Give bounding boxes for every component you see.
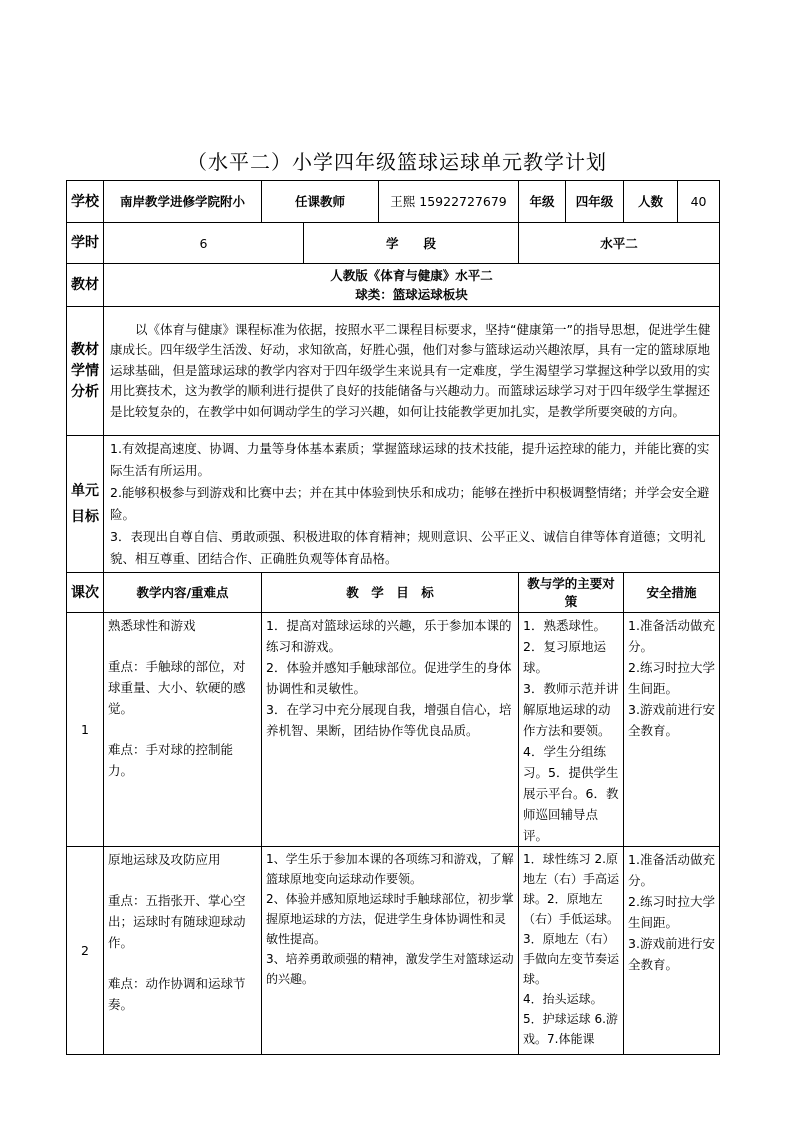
stage-value: 水平二 bbox=[519, 223, 720, 264]
material-line-2: 球类：篮球运球板块 bbox=[355, 287, 468, 302]
info-row bbox=[67, 181, 720, 223]
count-label: 人数 bbox=[624, 181, 678, 223]
lesson-objectives: 1、学生乐于参加本课的各项练习和游戏，了解篮球原地变向运球动作要领。 2、体验并感知原地运球时手触球部位，初步掌握原地运球的方法，促进学生身体协调性和灵敏性提高。 3、培养勇敢顽强的精神，激发学生对篮球运动的兴趣。 bbox=[262, 847, 519, 1055]
header-lesson: 课次 bbox=[67, 573, 104, 613]
goals-row bbox=[67, 436, 720, 573]
goals-label: 单元目标 bbox=[67, 436, 104, 573]
difficulty: 难点：动作协调和运球节奏。 bbox=[108, 976, 246, 1012]
key-point: 重点：五指张开、掌心空出；运球时有随球迎球动作。 bbox=[108, 893, 246, 950]
header-strategy: 教与学的主要对策 bbox=[519, 573, 624, 613]
teacher-label: 任课教师 bbox=[262, 181, 379, 223]
key-point: 重点：手触球的部位，对球重量、大小、软硬的感觉。 bbox=[108, 659, 246, 716]
header-safety: 安全措施 bbox=[624, 573, 720, 613]
lesson-objectives: 1．提高对篮球运球的兴趣，乐于参加本课的练习和游戏。 2．体验并感知手触球部位。促进学生的身体协调性和灵敏性。 3．在学习中充分展现自我，增强自信心，培养机智、果断，团结协作等优良品质。 bbox=[262, 613, 519, 847]
hours-row bbox=[67, 223, 720, 264]
lesson-number: 2 bbox=[67, 847, 104, 1055]
material-value bbox=[104, 264, 720, 307]
lesson-safety: 1.准备活动做充分。 2.练习时拉大学生间距。 3.游戏前进行安全教育。 bbox=[624, 613, 720, 847]
lesson-content bbox=[104, 613, 262, 847]
lesson-header-row bbox=[67, 573, 720, 613]
difficulty: 难点：手对球的控制能力。 bbox=[108, 742, 234, 778]
lesson-strategy: 1．熟悉球性。 2．复习原地运球。 3．教师示范并讲解原地运球的动作方法和要领。 4．学生分组练习。5．提供学生展示平台。6．教师巡回辅导点评。 bbox=[519, 613, 624, 847]
material-line-1: 人教版《体育与健康》水平二 bbox=[330, 268, 493, 283]
lesson-strategy: 1．球性练习 2.原地左（右）手高运球。2．原地左（右）手低运球。3．原地左（右）手做向左变节奏运球。 4．抬头运球。 5．护球运球 6.游戏。7.体能课 bbox=[519, 847, 624, 1055]
goal-1: 1.有效提高速度、协调、力量等身体基本素质；掌握篮球运球的技术技能，提升运控球的能力，并能比赛的实际生活有所运用。 bbox=[110, 441, 710, 478]
lesson-number: 1 bbox=[67, 613, 104, 847]
header-content: 教学内容/重难点 bbox=[104, 573, 262, 613]
content-title: 原地运球及攻防应用 bbox=[108, 852, 221, 867]
header-objective: 教 学 目 标 bbox=[262, 573, 519, 613]
school-value: 南岸教学进修学院附小 bbox=[104, 181, 262, 223]
goal-2: 2.能够积极参与到游戏和比赛中去；并在其中体验到快乐和成功；能够在挫折中积极调整情绪；并学会安全避险。 bbox=[110, 485, 710, 522]
count-value: 40 bbox=[678, 181, 720, 223]
lesson-row bbox=[67, 847, 720, 1055]
lesson-content bbox=[104, 847, 262, 1055]
material-label: 教材 bbox=[67, 264, 104, 307]
lesson-safety: 1.准备活动做充分。 2.练习时拉大学生间距。 3.游戏前进行安全教育。 bbox=[624, 847, 720, 1055]
goal-3: 3．表现出自尊自信、勇敢顽强、积极进取的体育精神；规则意识、公平正义、诚信自律等体育道德；文明礼貌、相互尊重、团结合作、正确胜负观等体育品格。 bbox=[110, 529, 706, 566]
stage-label: 学 段 bbox=[304, 223, 519, 264]
school-label: 学校 bbox=[67, 181, 104, 223]
analysis-label: 教材学情分析 bbox=[67, 307, 104, 436]
plan-table bbox=[66, 180, 720, 1055]
lesson-row bbox=[67, 613, 720, 847]
hours-label: 学时 bbox=[67, 223, 104, 264]
content-title: 熟悉球性和游戏 bbox=[108, 618, 196, 633]
hours-value: 6 bbox=[104, 223, 304, 264]
teacher-value: 王熙 15922727679 bbox=[379, 181, 519, 223]
analysis-row bbox=[67, 307, 720, 436]
grade-value: 四年级 bbox=[566, 181, 624, 223]
page-title: （水平二）小学四年级篮球运球单元教学计划 bbox=[187, 150, 607, 174]
goals-text bbox=[104, 436, 720, 573]
material-row bbox=[67, 264, 720, 307]
analysis-text: 以《体育与健康》课程标准为依据，按照水平二课程目标要求，坚持“健康第一”的指导思想，促进学生健康成长。四年级学生活泼、好动，求知欲高，好胜心强，他们对参与篮球运动兴趣浓厚，具有一定的篮球原地运球基础，但是篮球运球的教学内容对于四年级学生来说具有一定难度，学生渴望学习掌握这种学以致用的实用比赛技术，这为教学的顺利进行提供了良好的技能储备与兴趣动力。而篮球运球学习对于四年级学生掌握还是比较复杂的，在教学中如何调动学生的学习兴趣，如何让技能教学更加扎实，是教学所要突破的方向。 bbox=[104, 307, 720, 436]
grade-label: 年级 bbox=[519, 181, 566, 223]
